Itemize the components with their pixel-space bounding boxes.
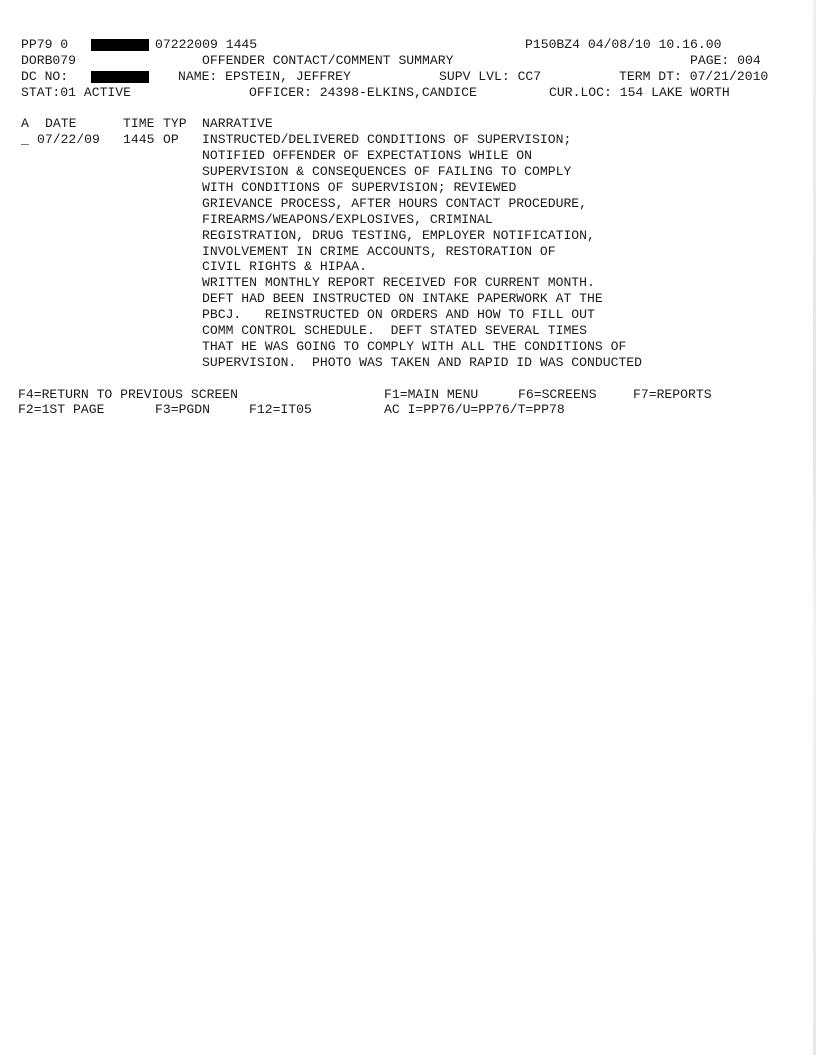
col-date-header: DATE (45, 116, 77, 132)
narrative-line: INSTRUCTED/DELIVERED CONDITIONS OF SUPERVISION; (202, 132, 572, 148)
narrative-continuation (21, 244, 801, 260)
term-date: TERM DT: 07/21/2010 (619, 68, 769, 84)
narrative-continuation (21, 323, 801, 339)
narrative-continuation (21, 275, 801, 291)
f6-screens-key[interactable]: F6=SCREENS (518, 386, 597, 402)
f1-main-menu-key[interactable]: F1=MAIN MENU (384, 386, 479, 402)
narrative-line: INVOLVEMENT IN CRIME ACCOUNTS, RESTORATION OF (202, 243, 556, 259)
column-headers (21, 116, 801, 132)
col-narrative-header: NARRATIVE (202, 116, 273, 132)
spacer (21, 371, 801, 387)
narrative-line: NOTIFIED OFFENDER OF EXPECTATIONS WHILE ON (202, 148, 533, 164)
narrative-line: CIVIL RIGHTS & HIPAA. (202, 259, 368, 275)
narrative-continuation (21, 339, 801, 355)
redacted-block (91, 39, 149, 51)
narrative-line: GRIEVANCE PROCESS, AFTER HOURS CONTACT PROCEDURE, (202, 195, 588, 211)
function-keys-line-2 (18, 402, 801, 418)
officer: OFFICER: 24398-ELKINS,CANDICE (249, 84, 477, 100)
action-codes: AC I=PP76/U=PP76/T=PP78 (384, 402, 565, 418)
narrative-continuation (21, 148, 801, 164)
screen-id: PP79 0 (21, 37, 69, 52)
record-id: 07222009 1445 (155, 37, 258, 52)
current-location: CUR.LOC: 154 LAKE WORTH (549, 84, 730, 100)
narrative-continuation (21, 212, 801, 228)
f2-first-page-key[interactable]: F2=1ST PAGE (18, 402, 105, 418)
narrative-line: PBCJ. REINSTRUCTED ON ORDERS AND HOW TO FILL OUT (202, 307, 595, 323)
header-line-3 (21, 69, 801, 85)
session-stamp: P150BZ4 04/08/10 10.16.00 (525, 37, 722, 52)
narrative-line: COMM CONTROL SCHEDULE. DEFT STATED SEVERAL TIMES (202, 323, 588, 339)
function-keys-line-1 (18, 386, 801, 403)
spacer (21, 101, 801, 117)
table-row (21, 132, 801, 148)
narrative-line: DEFT HAD BEEN INSTRUCTED ON INTAKE PAPERWORK AT THE (202, 291, 603, 307)
narrative-line: SUPERVISION. PHOTO WAS TAKEN AND RAPID ID WAS CONDUCTED (202, 354, 643, 370)
f4-return-key[interactable]: F4=RETURN TO PREVIOUS SCREEN (18, 386, 239, 402)
col-action-header: A (21, 116, 29, 132)
terminal-screen (18, 37, 801, 418)
supervision-level: SUPV LVL: CC7 (439, 68, 542, 84)
narrative-continuation (21, 196, 801, 212)
entry-time: 1445 (123, 132, 155, 148)
page-number: PAGE: 004 (690, 52, 761, 68)
narrative-line: THAT HE WAS GOING TO COMPLY WITH ALL THE CONDITIONS OF (202, 338, 627, 354)
header-line-2 (21, 53, 801, 69)
header-line-4 (21, 85, 801, 101)
narrative-continuation (21, 164, 801, 180)
col-time-header: TIME (123, 116, 155, 132)
f12-key[interactable]: F12=IT05 (249, 402, 312, 418)
row-select-field[interactable]: _ (21, 132, 29, 148)
col-type-header: TYP (163, 116, 187, 132)
dc-number-label: DC NO: (21, 68, 69, 84)
f7-reports-key[interactable]: F7=REPORTS (633, 386, 712, 402)
narrative-continuation (21, 355, 801, 371)
program-id: DORB079 (21, 52, 77, 68)
header-line-1 (21, 37, 801, 53)
screen-title: OFFENDER CONTACT/COMMENT SUMMARY (202, 52, 454, 68)
entry-date: 07/22/09 (37, 132, 100, 148)
narrative-continuation (21, 291, 801, 307)
offender-name: NAME: EPSTEIN, JEFFREY (178, 68, 351, 84)
narrative-continuation (21, 180, 801, 196)
narrative-line: SUPERVISION & CONSEQUENCES OF FAILING TO COMPLY (202, 164, 572, 180)
f3-page-down-key[interactable]: F3=PGDN (155, 402, 211, 418)
narrative-line: REGISTRATION, DRUG TESTING, EMPLOYER NOTIFICATION, (202, 227, 595, 243)
entry-type: OP (163, 132, 179, 148)
narrative-line: WITH CONDITIONS OF SUPERVISION; REVIEWED (202, 180, 517, 196)
narrative-line: FIREARMS/WEAPONS/EXPLOSIVES, CRIMINAL (202, 211, 493, 227)
narrative-continuation (21, 228, 801, 244)
narrative-continuation (21, 307, 801, 323)
narrative-continuation (21, 259, 801, 275)
status: STAT:01 ACTIVE (21, 84, 132, 100)
narrative-line: WRITTEN MONTHLY REPORT RECEIVED FOR CURRENT MONTH. (202, 275, 595, 291)
redacted-dc-number (91, 71, 149, 83)
